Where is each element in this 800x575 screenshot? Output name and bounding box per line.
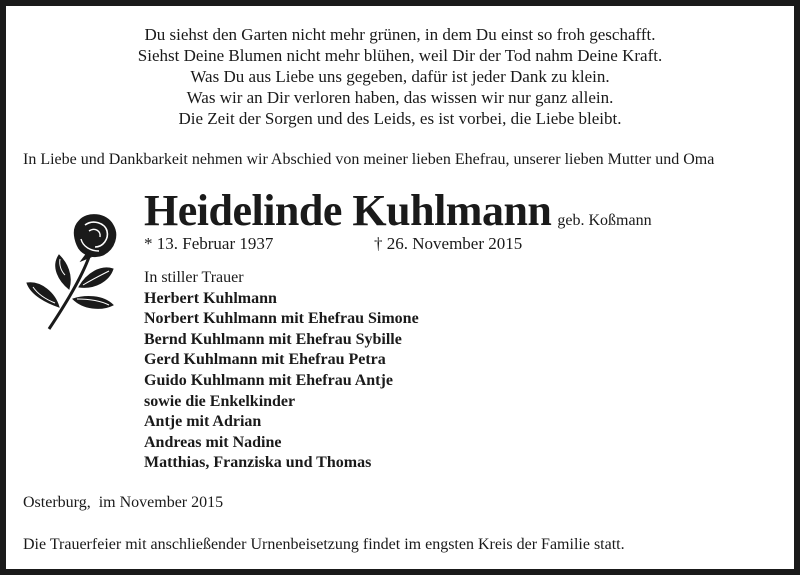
- mourning-heading: In stiller Trauer: [144, 269, 244, 286]
- deceased-name-line: [144, 186, 652, 236]
- poem-line: Du siehst den Garten nicht mehr grünen, in dem Du einst so froh geschafft.: [144, 25, 656, 44]
- mourner-name: Antje mit Adrian: [144, 413, 262, 431]
- mourner-name: Norbert Kuhlmann mit Ehefrau Simone: [144, 310, 419, 328]
- mourner-name: sowie die Enkelkinder: [144, 392, 296, 410]
- birth-date: * 13. Februar 1937: [144, 234, 274, 253]
- mourner-name: Guido Kuhlmann mit Ehefrau Antje: [144, 371, 393, 389]
- poem-line: Was wir an Dir verloren haben, das wissen wir nur ganz allein.: [186, 88, 614, 107]
- deceased-name: Heidelinde Kuhlmann: [144, 186, 552, 235]
- intro-text: In Liebe und Dankbarkeit nehmen wir Abschied von meiner lieben Ehefrau, unserer lieben Mutter und Oma: [23, 151, 715, 168]
- mourner-name: Bernd Kuhlmann mit Ehefrau Sybille: [144, 330, 402, 348]
- mourner-name: Herbert Kuhlmann: [144, 289, 277, 307]
- mourner-name: Matthias, Franziska und Thomas: [144, 454, 372, 472]
- mourners-list: [144, 268, 419, 474]
- poem-line: Die Zeit der Sorgen und des Leids, es ist vorbei, die Liebe bleibt.: [178, 109, 622, 128]
- poem-line: Was Du aus Liebe uns gegeben, dafür ist jeder Dank zu klein.: [190, 67, 610, 86]
- maiden-name: geb. Koßmann: [557, 212, 652, 229]
- mourner-name: Andreas mit Nadine: [144, 433, 282, 451]
- poem: [6, 24, 794, 129]
- place-date: Osterburg, im November 2015: [23, 494, 224, 511]
- death-date: † 26. November 2015: [374, 234, 523, 253]
- mourner-name: Gerd Kuhlmann mit Ehefrau Petra: [144, 351, 386, 369]
- funeral-note: Die Trauerfeier mit anschließender Urnenbeisetzung findet im engsten Kreis der Familie statt.: [23, 536, 625, 553]
- poem-line: Siehst Deine Blumen nicht mehr blühen, weil Dir der Tod nahm Deine Kraft.: [137, 46, 663, 65]
- rose-icon: [21, 211, 136, 331]
